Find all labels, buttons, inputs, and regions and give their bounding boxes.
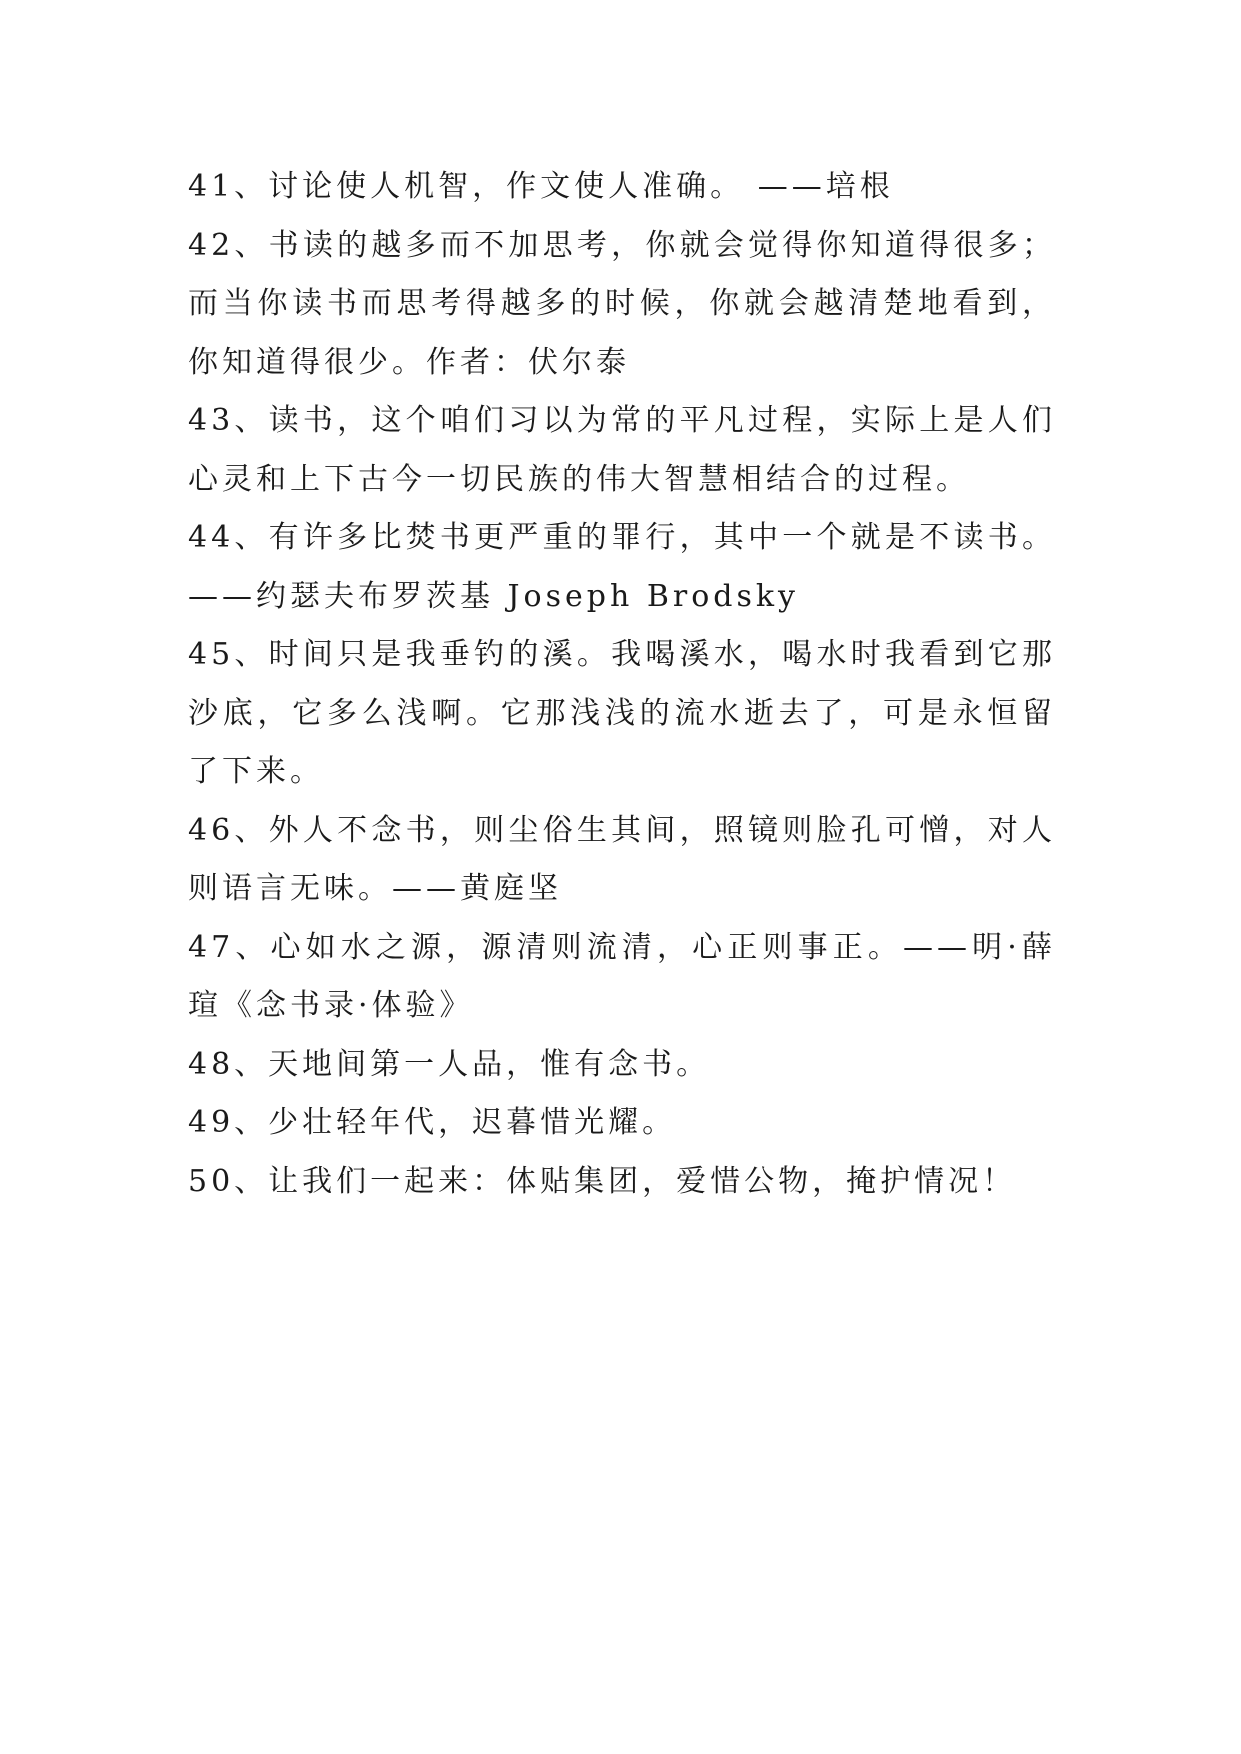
quote-43: 43、读书，这个咱们习以为常的平凡过程，实际上是人们心灵和上下古今一切民族的伟大智慧相结合的过程。 (188, 403, 1056, 497)
quote-41: 41、讨论使人机智，作文使人准确。 ——培根 (188, 169, 894, 204)
quote-50: 50、让我们一起来：体贴集团，爱惜公物，掩护情况！ (188, 1163, 1017, 1199)
quote-48: 48、天地间第一人品，惟有念书。 (188, 1046, 711, 1082)
quote-47: 47、心如水之源，源清则流清，心正则事正。——明·薛瑄《念书录·体验》 (188, 929, 1056, 1023)
quote-42: 42、书读的越多而不加思考，你就会觉得你知道得很多；而当你读书而思考得越多的时候，你就会越清楚地看到，你知道得很少。作者：伏尔泰 (188, 227, 1056, 380)
quote-44: 44、有许多比焚书更严重的罪行，其中一个就是不读书。——约瑟夫布罗茨基 Joseph Brodsky (188, 520, 1056, 614)
quote-45: 45、时间只是我垂钓的溪。我喝溪水，喝水时我看到它那沙底，它多么浅啊。它那浅浅的流水逝去了，可是永恒留了下来。 (188, 637, 1056, 789)
quote-49: 49、少壮轻年代，迟暮惜光耀。 (188, 1105, 677, 1140)
document-body (188, 158, 1056, 1211)
quote-46: 46、外人不念书，则尘俗生其间，照镜则脸孔可憎，对人则语言无味。——黄庭坚 (188, 812, 1056, 906)
